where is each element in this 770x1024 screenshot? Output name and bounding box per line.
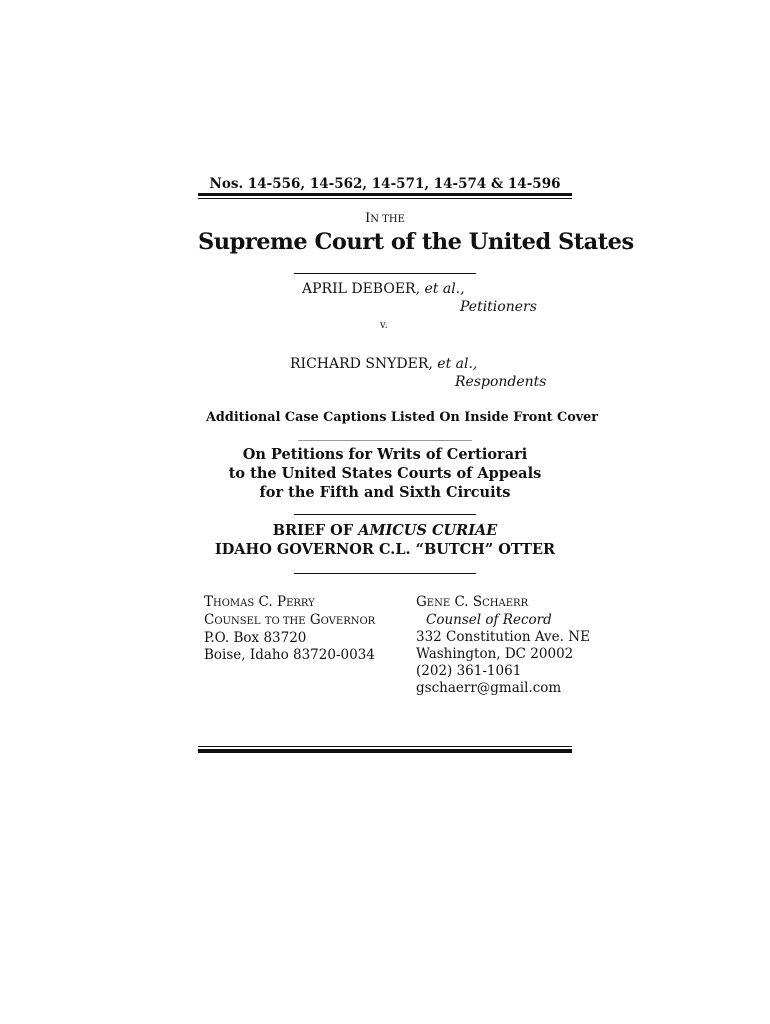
docket-numbers: Nos. 14-556, 14-562, 14-571, 14-574 & 14-596 [209, 176, 561, 192]
petitioner-etal: et al., [424, 281, 465, 297]
brief-amicus: AMICUS CURIAE [358, 522, 498, 539]
respondent-etal: et al., [437, 356, 478, 372]
captions-rule [298, 440, 472, 441]
petition-rule [294, 514, 476, 515]
petition-line-2: to the United States Courts of Appeals [228, 465, 542, 482]
brief-title-line-1 [198, 522, 572, 539]
court-rule [294, 273, 476, 274]
brief-rule [294, 573, 476, 574]
right-counsel-address-1: 332 Constitution Ave. NE [416, 629, 590, 645]
respondent-name: RICHARD SNYDER, [290, 356, 433, 372]
right-counsel-email: gschaerr@gmail.com [416, 680, 562, 696]
versus-label: v. [380, 320, 388, 331]
right-counsel-phone: (202) 361-1061 [416, 663, 522, 679]
left-counsel-title: COUNSEL TO THE GOVERNOR [204, 612, 376, 628]
bottom-rule-thick [198, 749, 572, 753]
in-the-initial: I [365, 211, 371, 226]
right-counsel-address-2: Washington, DC 20002 [416, 646, 574, 662]
petitioner-name: APRIL DEBOER, [302, 281, 421, 297]
court-name: Supreme Court of the United States [198, 229, 634, 255]
in-the-rest: N THE [370, 214, 405, 225]
docket-rule-thick [198, 193, 572, 196]
left-counsel-block [204, 594, 375, 664]
left-counsel-name: THOMAS C. PERRY [204, 594, 315, 610]
petitioner-role: Petitioners [460, 299, 537, 315]
right-counsel-name: GENE C. SCHAERR [416, 594, 529, 610]
brief-prefix: BRIEF OF [272, 522, 354, 539]
in-the-label [198, 207, 572, 226]
additional-captions-note: Additional Case Captions Listed On Inside Front Cover [206, 410, 599, 425]
respondent-role: Respondents [455, 374, 547, 390]
right-counsel-role: Counsel of Record [426, 612, 552, 628]
docket-rule-thin [198, 198, 572, 199]
left-counsel-address-2: Boise, Idaho 83720-0034 [204, 647, 375, 663]
petition-line-1: On Petitions for Writs of Certiorari [242, 446, 528, 463]
respondent-line [290, 356, 477, 372]
brief-title-line-2: IDAHO GOVERNOR C.L. “BUTCH” OTTER [214, 541, 556, 558]
petitioner-line [302, 281, 465, 297]
right-counsel-block [416, 594, 590, 697]
bottom-rule-thin [198, 746, 572, 747]
petition-line-3: for the Fifth and Sixth Circuits [259, 484, 511, 501]
left-counsel-address-1: P.O. Box 83720 [204, 630, 307, 646]
